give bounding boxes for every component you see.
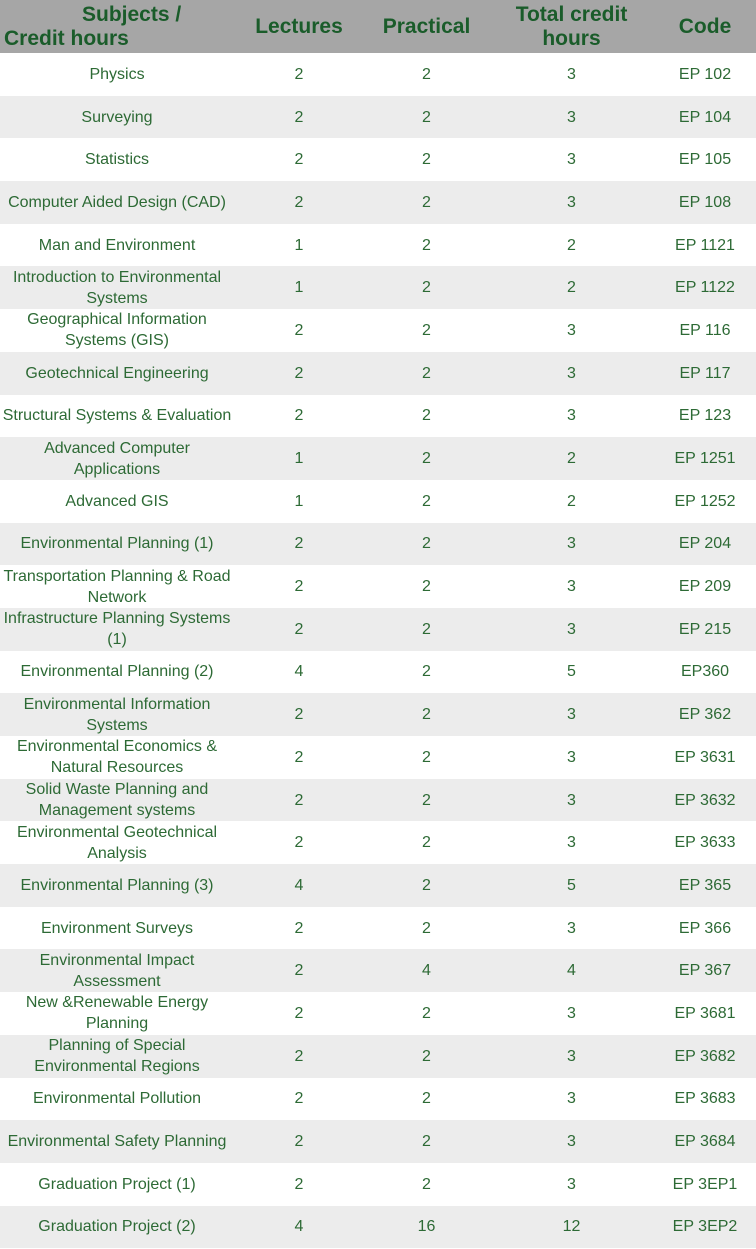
code-cell: EP 3EP2 [654,1206,756,1249]
practical-cell: 2 [364,608,489,651]
subject-cell: Graduation Project (2) [0,1206,234,1249]
practical-cell: 2 [364,96,489,139]
code-cell: EP 1121 [654,224,756,267]
total-credit-cell: 3 [489,608,654,651]
lectures-cell: 2 [234,608,364,651]
subject-cell: Advanced GIS [0,480,234,523]
subject-cell: Solid Waste Planning and Management systems [0,779,234,822]
lectures-cell: 2 [234,821,364,864]
code-cell: EP360 [654,651,756,694]
total-credit-cell: 3 [489,693,654,736]
subject-cell: Environment Surveys [0,907,234,950]
table-row [0,651,756,694]
lectures-cell: 2 [234,949,364,992]
table-row [0,1120,756,1163]
code-cell: EP 102 [654,53,756,96]
practical-cell: 2 [364,138,489,181]
code-cell: EP 108 [654,181,756,224]
lectures-cell: 4 [234,651,364,694]
subject-cell: Graduation Project (1) [0,1163,234,1206]
subject-cell: Environmental Information Systems [0,693,234,736]
table-row [0,992,756,1035]
total-credit-cell: 3 [489,352,654,395]
lectures-cell: 2 [234,181,364,224]
code-cell: EP 3682 [654,1035,756,1078]
header-total-line1: Total credit [515,2,628,26]
subject-cell: Geotechnical Engineering [0,352,234,395]
subject-cell: Physics [0,53,234,96]
table-row [0,821,756,864]
subject-cell: Structural Systems & Evaluation [0,395,234,438]
total-credit-cell: 2 [489,224,654,267]
lectures-cell: 2 [234,992,364,1035]
code-cell: EP 365 [654,864,756,907]
lectures-cell: 1 [234,480,364,523]
table-header [0,0,756,53]
table-row [0,480,756,523]
practical-cell: 2 [364,181,489,224]
lectures-cell: 1 [234,224,364,267]
lectures-cell: 2 [234,53,364,96]
table-row [0,1163,756,1206]
code-cell: EP 3631 [654,736,756,779]
subject-cell: Environmental Pollution [0,1078,234,1121]
code-cell: EP 116 [654,309,756,352]
practical-cell: 2 [364,565,489,608]
table-row [0,864,756,907]
code-cell: EP 1122 [654,266,756,309]
table-row [0,309,756,352]
practical-cell: 2 [364,53,489,96]
subject-cell: Geographical Information Systems (GIS) [0,309,234,352]
table-row [0,907,756,950]
lectures-cell: 2 [234,565,364,608]
practical-cell: 2 [364,1035,489,1078]
table-row [0,1078,756,1121]
practical-cell: 2 [364,352,489,395]
code-cell: EP 215 [654,608,756,651]
practical-cell: 2 [364,1078,489,1121]
practical-cell: 4 [364,949,489,992]
practical-cell: 2 [364,864,489,907]
table-row [0,53,756,96]
subject-cell: Environmental Planning (2) [0,651,234,694]
code-cell: EP 3632 [654,779,756,822]
practical-cell: 2 [364,395,489,438]
practical-cell: 2 [364,693,489,736]
total-credit-cell: 3 [489,96,654,139]
total-credit-cell: 3 [489,1035,654,1078]
lectures-cell: 2 [234,1120,364,1163]
subject-cell: Environmental Safety Planning [0,1120,234,1163]
total-credit-cell: 3 [489,1163,654,1206]
practical-cell: 2 [364,736,489,779]
practical-cell: 2 [364,224,489,267]
total-credit-cell: 12 [489,1206,654,1249]
subject-cell: Environmental Geotechnical Analysis [0,821,234,864]
total-credit-cell: 2 [489,437,654,480]
practical-cell: 2 [364,651,489,694]
code-cell: EP 362 [654,693,756,736]
table-row [0,224,756,267]
code-cell: EP 104 [654,96,756,139]
code-cell: EP 123 [654,395,756,438]
lectures-cell: 2 [234,1163,364,1206]
total-credit-cell: 3 [489,1078,654,1121]
lectures-cell: 2 [234,352,364,395]
total-credit-cell: 3 [489,1120,654,1163]
practical-cell: 2 [364,1120,489,1163]
lectures-cell: 2 [234,693,364,736]
code-cell: EP 117 [654,352,756,395]
subject-cell: Statistics [0,138,234,181]
practical-cell: 2 [364,437,489,480]
lectures-cell: 2 [234,523,364,566]
table-row [0,437,756,480]
lectures-cell: 2 [234,907,364,950]
lectures-cell: 2 [234,96,364,139]
subject-cell: Man and Environment [0,224,234,267]
header-total-credit-hours [489,0,654,53]
total-credit-cell: 3 [489,523,654,566]
subject-cell: Environmental Impact Assessment [0,949,234,992]
practical-cell: 2 [364,309,489,352]
total-credit-cell: 3 [489,138,654,181]
subject-cell: Surveying [0,96,234,139]
subject-cell: Computer Aided Design (CAD) [0,181,234,224]
practical-cell: 2 [364,266,489,309]
code-cell: EP 204 [654,523,756,566]
code-cell: EP 3681 [654,992,756,1035]
lectures-cell: 1 [234,437,364,480]
subject-cell: Environmental Planning (1) [0,523,234,566]
code-cell: EP 105 [654,138,756,181]
total-credit-cell: 3 [489,395,654,438]
total-credit-cell: 3 [489,53,654,96]
total-credit-cell: 3 [489,821,654,864]
lectures-cell: 1 [234,266,364,309]
lectures-cell: 2 [234,138,364,181]
code-cell: EP 3EP1 [654,1163,756,1206]
table-row [0,523,756,566]
subject-cell: Transportation Planning & Road Network [0,565,234,608]
subject-cell: Infrastructure Planning Systems (1) [0,608,234,651]
table-row [0,693,756,736]
total-credit-cell: 5 [489,651,654,694]
subject-cell: Environmental Planning (3) [0,864,234,907]
lectures-cell: 4 [234,864,364,907]
lectures-cell: 2 [234,1035,364,1078]
total-credit-cell: 3 [489,779,654,822]
table-body [0,53,756,1248]
header-code: Code [654,0,756,53]
lectures-cell: 2 [234,779,364,822]
practical-cell: 2 [364,523,489,566]
table-row [0,779,756,822]
code-cell: EP 366 [654,907,756,950]
code-cell: EP 1252 [654,480,756,523]
practical-cell: 2 [364,1163,489,1206]
table-row [0,736,756,779]
lectures-cell: 2 [234,395,364,438]
table-row [0,266,756,309]
total-credit-cell: 3 [489,736,654,779]
lectures-cell: 2 [234,736,364,779]
code-cell: EP 209 [654,565,756,608]
practical-cell: 2 [364,992,489,1035]
header-subjects [0,0,234,53]
total-credit-cell: 3 [489,992,654,1035]
header-practical: Practical [364,0,489,53]
practical-cell: 2 [364,480,489,523]
total-credit-cell: 3 [489,907,654,950]
total-credit-cell: 2 [489,266,654,309]
table-row [0,181,756,224]
subject-cell: Introduction to Environmental Systems [0,266,234,309]
code-cell: EP 367 [654,949,756,992]
header-lectures: Lectures [234,0,364,53]
total-credit-cell: 3 [489,309,654,352]
subject-cell: Environmental Economics & Natural Resources [0,736,234,779]
header-subjects-line2: Credit hours [4,26,129,50]
table-row [0,395,756,438]
practical-cell: 2 [364,779,489,822]
table-row [0,1206,756,1249]
table-row [0,565,756,608]
total-credit-cell: 3 [489,181,654,224]
total-credit-cell: 5 [489,864,654,907]
lectures-cell: 2 [234,1078,364,1121]
subject-cell: Planning of Special Environmental Regions [0,1035,234,1078]
practical-cell: 2 [364,907,489,950]
lectures-cell: 2 [234,309,364,352]
header-total-line2: hours [542,26,601,50]
lectures-cell: 4 [234,1206,364,1249]
total-credit-cell: 3 [489,565,654,608]
code-cell: EP 3683 [654,1078,756,1121]
header-subjects-line1: Subjects / [82,2,182,26]
code-cell: EP 3633 [654,821,756,864]
table-row [0,608,756,651]
table-row [0,96,756,139]
table-row [0,352,756,395]
total-credit-cell: 2 [489,480,654,523]
table-row [0,1035,756,1078]
practical-cell: 2 [364,821,489,864]
table-row [0,138,756,181]
code-cell: EP 3684 [654,1120,756,1163]
total-credit-cell: 4 [489,949,654,992]
subject-cell: Advanced Computer Applications [0,437,234,480]
subject-cell: New &Renewable Energy Planning [0,992,234,1035]
practical-cell: 16 [364,1206,489,1249]
table-row [0,949,756,992]
header-row [0,0,756,53]
code-cell: EP 1251 [654,437,756,480]
